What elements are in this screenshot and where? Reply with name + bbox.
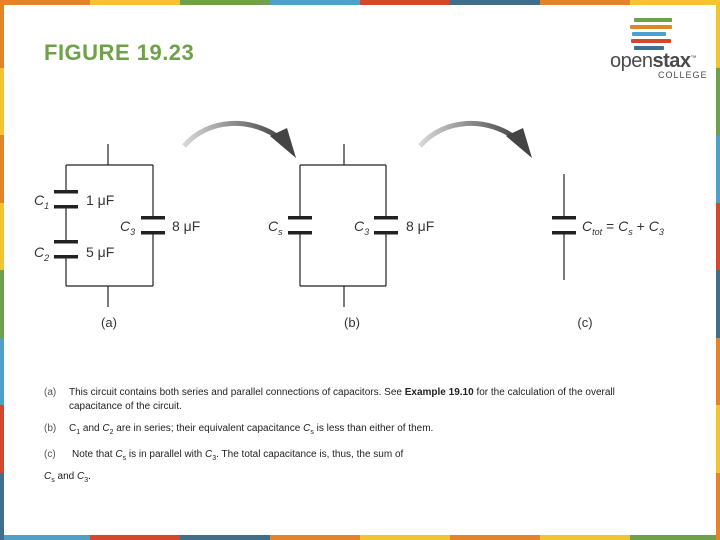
- border-segment: [450, 0, 540, 5]
- border-segment: [270, 0, 360, 5]
- caption-notes: [44, 386, 644, 488]
- border-segment: [0, 0, 90, 5]
- logo-bar: [632, 32, 666, 36]
- note-a-label: (a): [44, 387, 57, 398]
- capacitor-ctot-icon: [552, 216, 576, 235]
- note-b-text: $C_1$ and $C_2$ are in series; their equivalent capacitance $C_s$ is less than either of them.: [69, 423, 434, 436]
- logo-word-bold: stax: [652, 50, 691, 72]
- capacitor-c1-icon: [54, 190, 78, 209]
- label-c2: $C_2$: [34, 244, 50, 263]
- border-segment: [716, 0, 720, 68]
- label-cs-b: $C_s$: [268, 218, 283, 237]
- value-c3-b: 8 μF: [406, 218, 435, 234]
- border-segment: [360, 535, 450, 540]
- border-segment: [716, 338, 720, 406]
- note-c: [44, 448, 644, 466]
- border-segment: [180, 0, 270, 5]
- capacitor-c3-a-icon: [141, 216, 165, 235]
- border-segment: [450, 535, 540, 540]
- label-c1: $C_1$: [34, 192, 50, 211]
- border-segment: [540, 0, 630, 5]
- logo-bar: [630, 25, 672, 29]
- circuit-a: [66, 144, 153, 307]
- note-b-label: (b): [44, 423, 57, 434]
- note-c-text: Note that $C_s$ is in parallel with $C_3$. The total capacitance is, thus, the sum of: [72, 449, 404, 462]
- label-c: (c): [577, 315, 593, 330]
- border-segment: [0, 0, 4, 68]
- logo-subtitle: COLLEGE: [658, 70, 708, 80]
- capacitor-c2-icon: [54, 240, 78, 259]
- label-c3-a: $C_3$: [120, 218, 136, 237]
- border-segment: [180, 535, 270, 540]
- logo-bar: [631, 39, 671, 43]
- border-segment: [540, 535, 630, 540]
- border-segment: [630, 535, 720, 540]
- capacitor-cs-icon: [288, 216, 312, 235]
- label-c3-b: $C_3$: [354, 218, 370, 237]
- top-color-border: [0, 0, 720, 5]
- border-segment: [270, 535, 360, 540]
- capacitor-c3-b-icon: [374, 216, 398, 235]
- value-c2: 5 μF: [86, 244, 115, 260]
- border-segment: [716, 405, 720, 473]
- border-segment: [0, 338, 4, 406]
- capacitor-circuit-diagram: [0, 110, 720, 340]
- value-c3-a: 8 μF: [172, 218, 201, 234]
- arrow-a-to-b-icon: [184, 123, 296, 158]
- border-segment: [716, 473, 720, 540]
- note-a: [44, 386, 644, 414]
- openstax-college-logo: [608, 18, 708, 80]
- figure-title: FIGURE 19.23: [44, 40, 195, 65]
- logo-bar: [634, 18, 672, 22]
- logo-word-regular: open: [610, 50, 653, 72]
- border-segment: [90, 0, 180, 5]
- equation-ctot: $C_{tot} = C_s + C_3$: [582, 218, 664, 237]
- border-segment: [0, 535, 90, 540]
- value-c1: 1 μF: [86, 192, 115, 208]
- note-a-text: This circuit contains both series and parallel connections of capacitors. See Example 19.10 for the calculation of the overall capacitance of the circuit.: [69, 387, 615, 412]
- logo-bars-icon: [630, 18, 672, 53]
- logo-tm: ™: [690, 55, 697, 62]
- bottom-color-border: [0, 535, 720, 540]
- note-b: [44, 422, 644, 440]
- border-segment: [630, 0, 720, 5]
- border-segment: [90, 535, 180, 540]
- border-segment: [360, 0, 450, 5]
- label-b: (b): [344, 315, 360, 330]
- arrow-b-to-c-icon: [420, 123, 532, 158]
- circuit-b: [300, 144, 386, 307]
- note-c-continuation: $C_s$ and $C_3$.: [44, 471, 91, 484]
- border-segment: [0, 405, 4, 473]
- note-c-label: (c): [44, 449, 56, 460]
- example-reference: Example 19.10: [404, 387, 474, 398]
- label-a: (a): [101, 315, 117, 330]
- border-segment: [0, 473, 4, 540]
